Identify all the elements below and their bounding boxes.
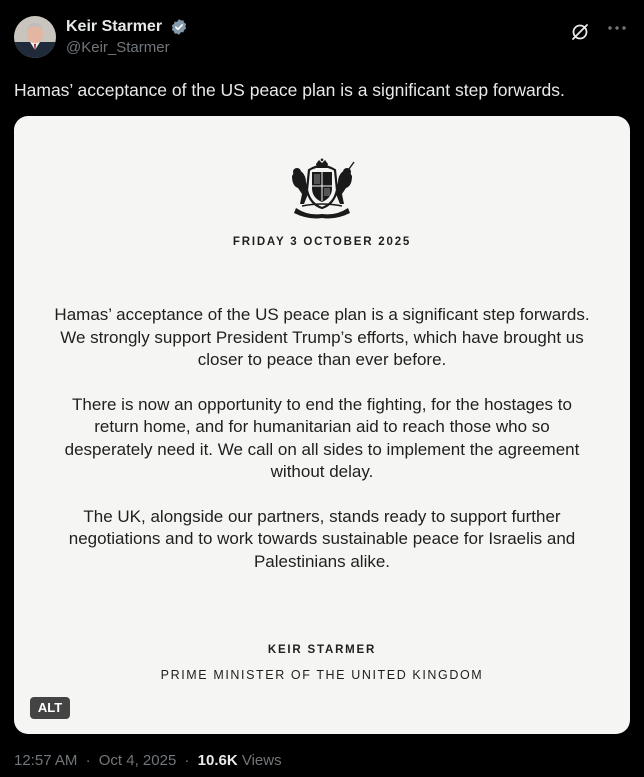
tweet-time[interactable]: 12:57 AM	[14, 752, 78, 769]
statement-paragraph-1: Hamas’ acceptance of the US peace plan is a significant step forwards. We strongly support President Trump’s efforts, which have brought us closer to peace than ever before.	[54, 305, 590, 369]
royal-coat-of-arms-icon	[288, 158, 356, 220]
statement-paragraph-2: There is now an opportunity to end the fighting, for the hostages to return home, and for humanitarian aid to reach those who so desperately need it. We call on all sides to implement the agreement without delay.	[64, 394, 580, 481]
more-icon[interactable]	[604, 18, 630, 38]
signature-name: KEIR STARMER	[267, 644, 377, 656]
handle[interactable]: @Keir_Starmer	[66, 39, 170, 57]
meta-separator-2: ·	[184, 752, 190, 769]
alt-text-button[interactable]: ALT	[30, 697, 70, 719]
views-label: Views	[241, 752, 282, 769]
tweet-date[interactable]: Oct 4, 2025	[98, 752, 177, 769]
tweet-header	[14, 14, 630, 62]
statement-body	[54, 304, 590, 595]
views-count[interactable]: 10.6K	[197, 752, 238, 769]
grok-icon[interactable]	[570, 22, 590, 42]
signature-title: PRIME MINISTER OF THE UNITED KINGDOM	[160, 668, 484, 682]
tweet-media-image[interactable]	[14, 116, 630, 734]
statement-paragraph-3: The UK, alongside our partners, stands ready to support further negotiations and to work towards sustainable peace for Israelis and Palestinians alike.	[68, 506, 576, 571]
display-name[interactable]: Keir Starmer	[66, 18, 163, 35]
user-block	[66, 18, 188, 56]
statement-date: FRIDAY 3 OCTOBER 2025	[232, 236, 412, 248]
tweet-meta	[14, 752, 282, 769]
meta-separator: ·	[85, 752, 91, 769]
avatar[interactable]	[14, 16, 56, 58]
verified-badge-icon	[170, 18, 188, 36]
tweet-text: Hamas’ acceptance of the US peace plan is a significant step forwards.	[14, 80, 565, 100]
